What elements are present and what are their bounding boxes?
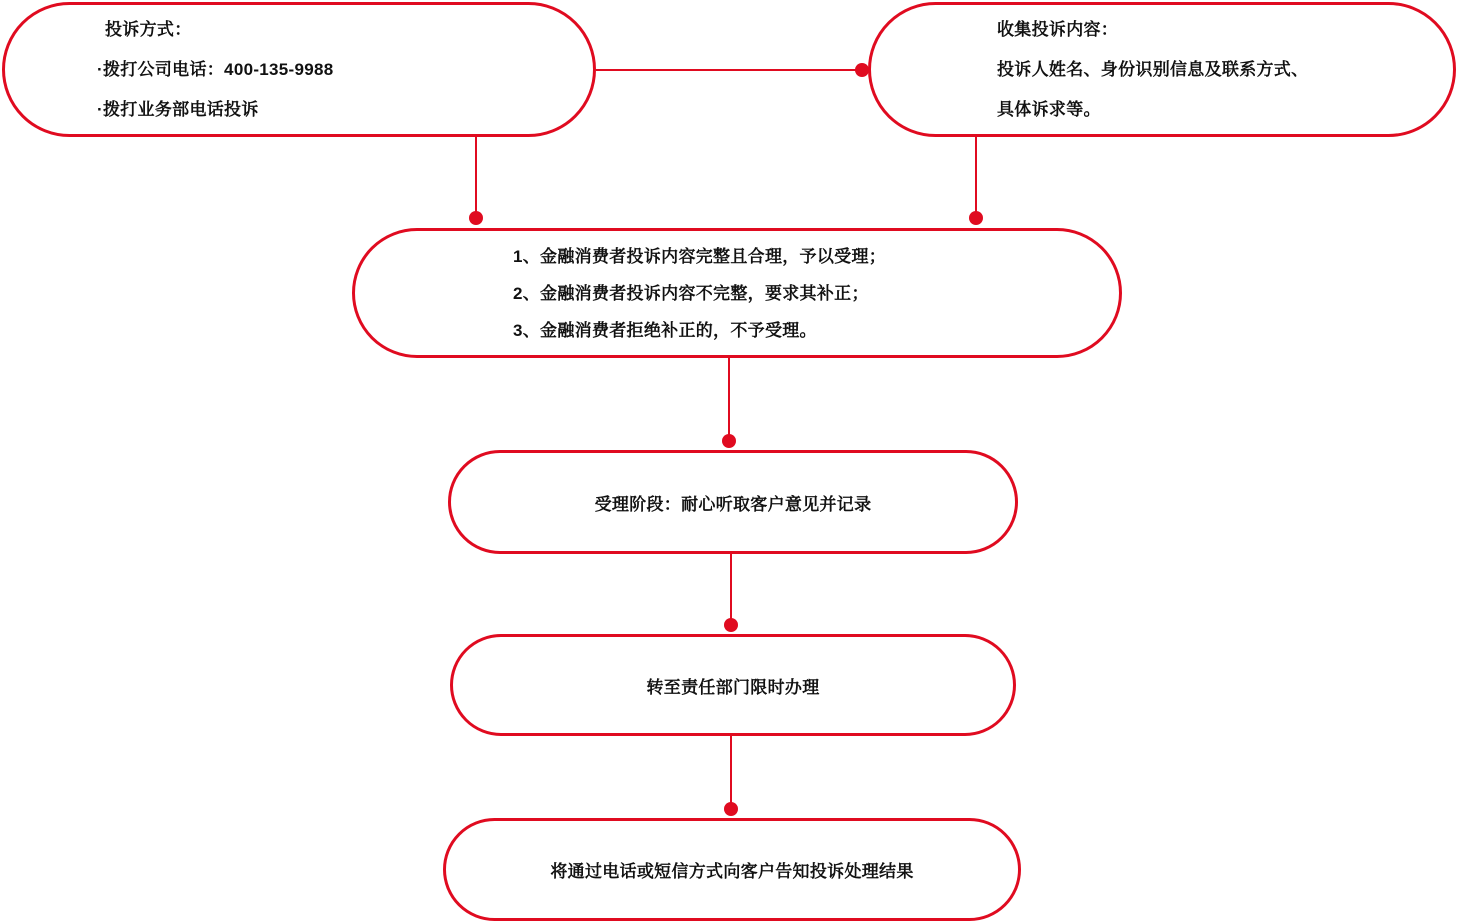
node-acceptance-rules-line-3: 3、金融消费者拒绝补正的，不予受理。 <box>513 320 817 340</box>
node-notify-result <box>443 818 1021 921</box>
node-collect-content-line-2: 投诉人姓名、身份识别信息及联系方式、 <box>997 59 1309 79</box>
connector-dot-listen-top <box>722 434 736 448</box>
node-collect-content-line-3: 具体诉求等。 <box>997 99 1101 119</box>
connector-dot-rules-left <box>469 211 483 225</box>
node-collect-content-line-1: 收集投诉内容： <box>997 19 1119 39</box>
node-notify-result-label: 将通过电话或短信方式向客户告知投诉处理结果 <box>550 862 914 881</box>
connector-dot-collect-left <box>855 63 869 77</box>
node-listen-record-label: 受理阶段：耐心听取客户意见并记录 <box>594 494 872 514</box>
connector-dot-notify-top <box>724 802 738 816</box>
node-acceptance-rules-line-2: 2、金融消费者投诉内容不完整，要求其补正； <box>513 283 869 303</box>
connector-dot-transfer-top <box>724 618 738 632</box>
node-complaint-method-line-3: ·拨打业务部电话投诉 <box>97 99 259 119</box>
node-complaint-method-line-1: 投诉方式： <box>105 19 192 39</box>
connector-dot-rules-right <box>969 211 983 225</box>
node-collect-content <box>868 2 1456 137</box>
node-acceptance-rules-line-1: 1、金融消费者投诉内容完整且合理，予以受理； <box>513 246 887 266</box>
node-complaint-method-line-2: ·拨打公司电话：400-135-9988 <box>97 59 334 79</box>
node-transfer-dept <box>450 634 1016 736</box>
node-transfer-dept-label: 转至责任部门限时办理 <box>646 677 820 697</box>
node-acceptance-rules <box>352 228 1122 358</box>
node-complaint-method <box>2 2 596 137</box>
node-listen-record <box>448 450 1018 554</box>
